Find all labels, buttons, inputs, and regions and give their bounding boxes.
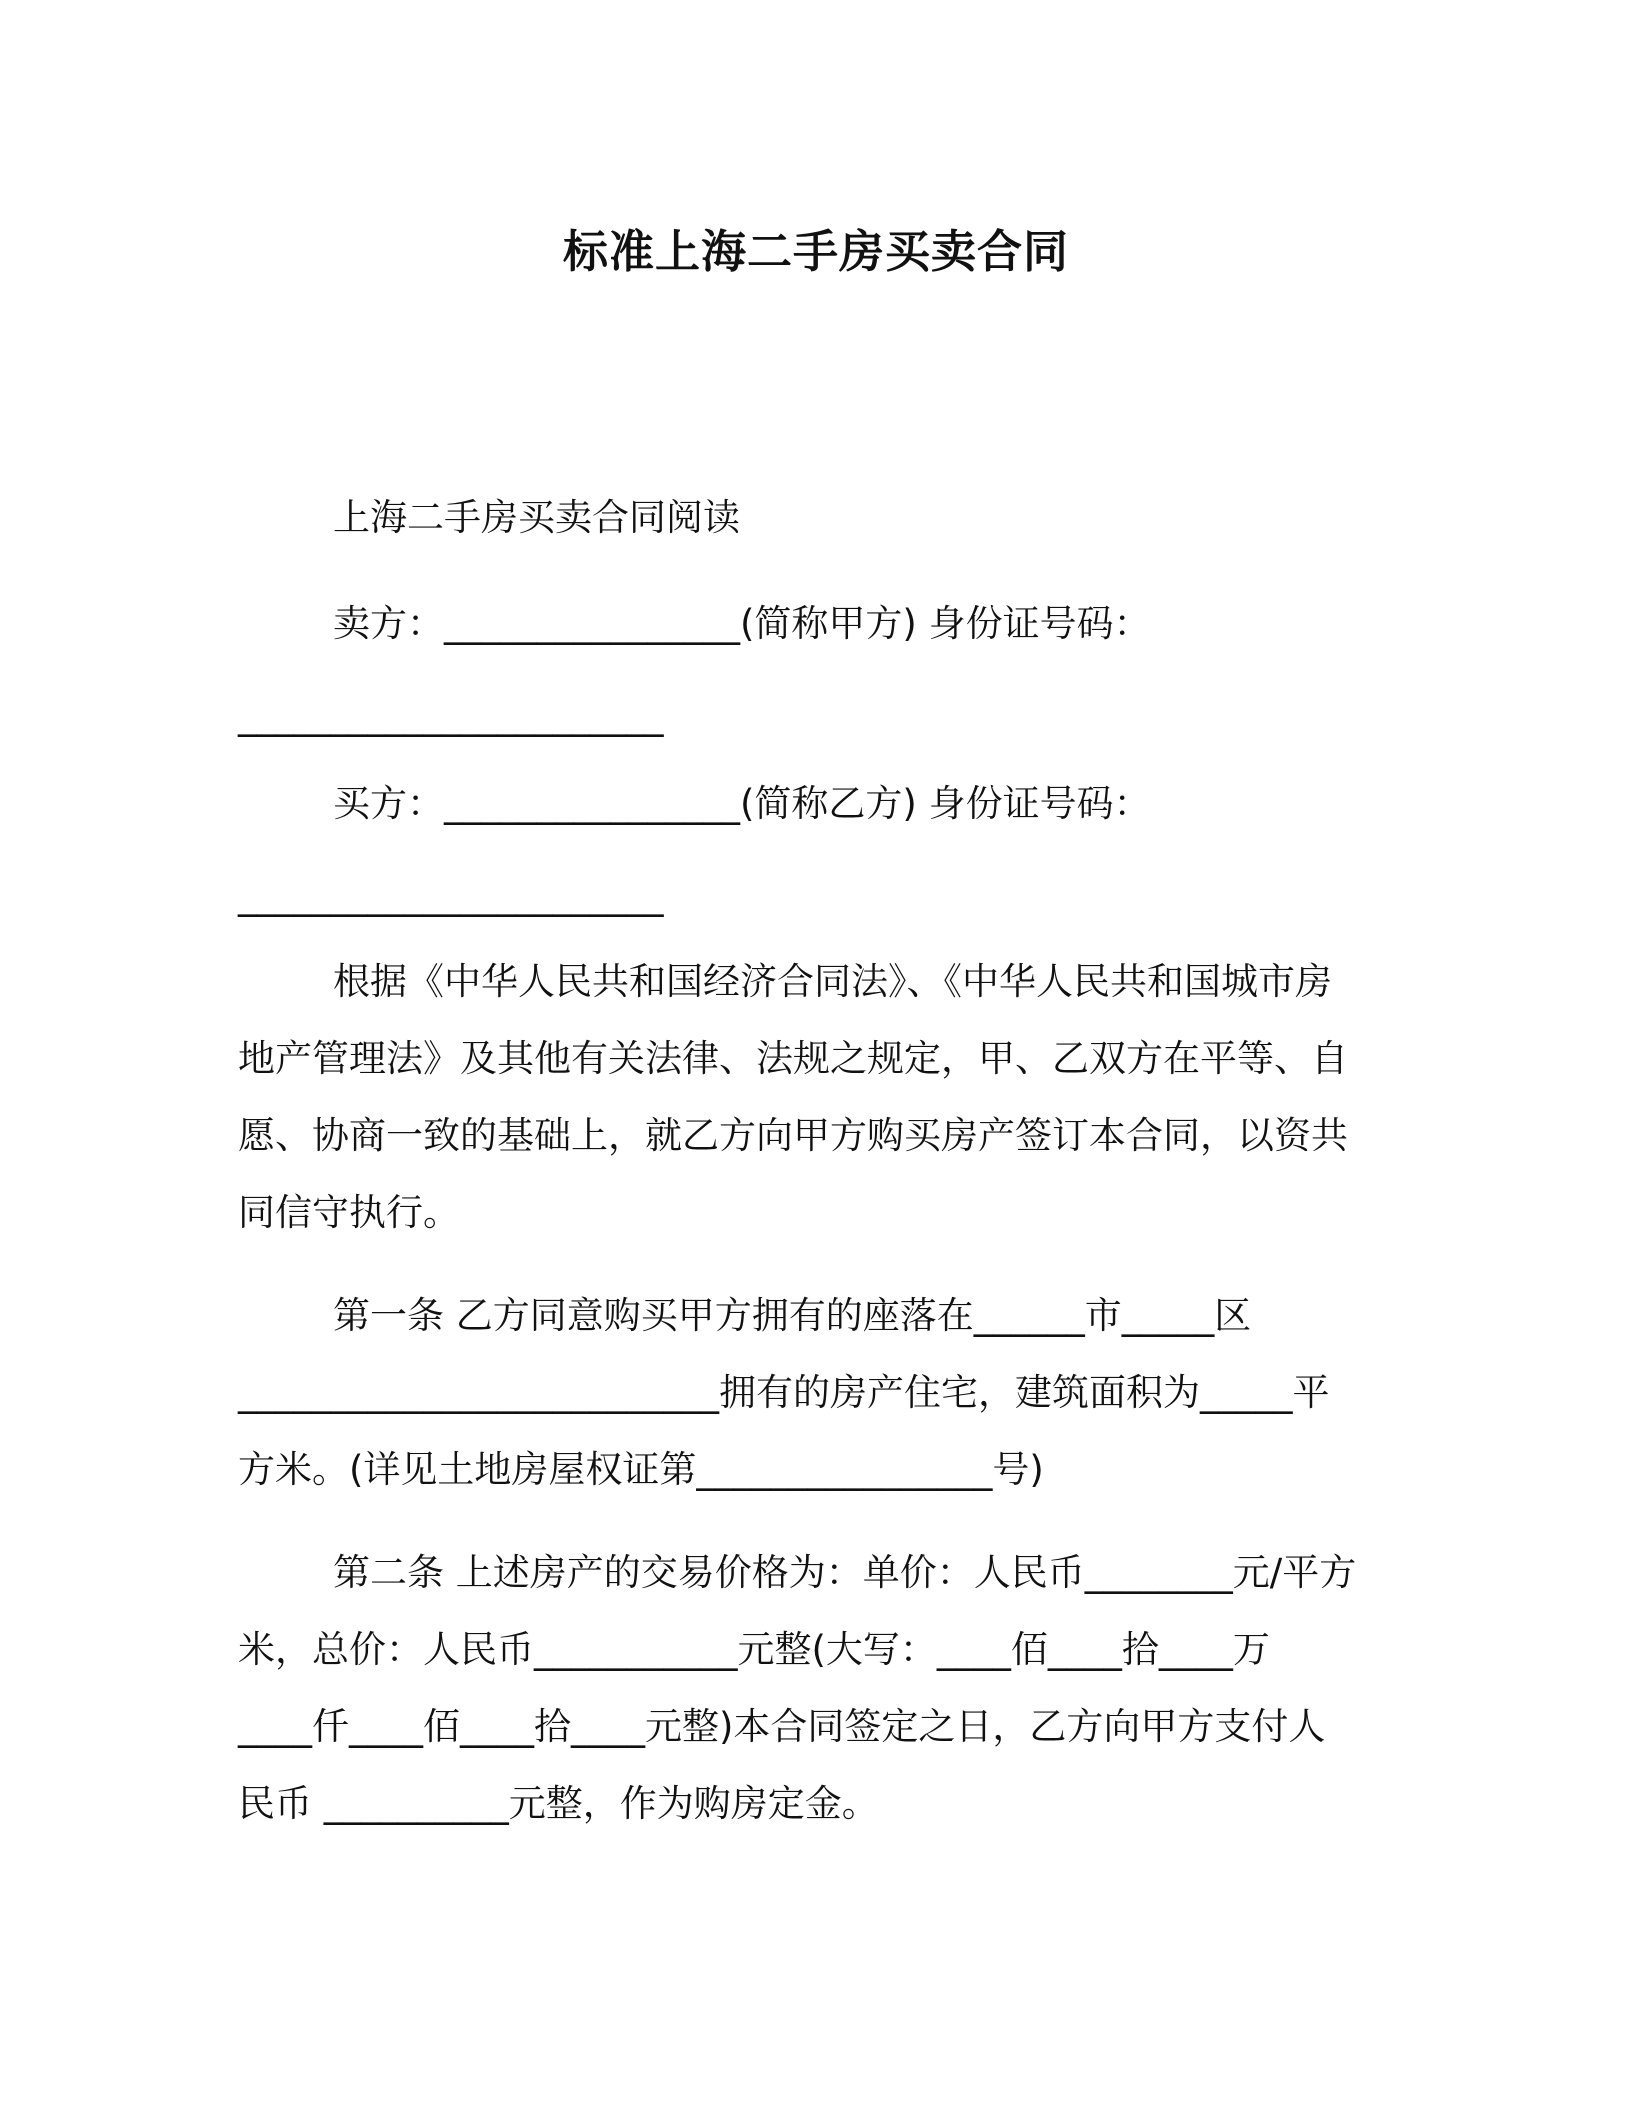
seller-id-blank: _______________________ xyxy=(238,694,664,737)
article-1-line: 第一条 乙方同意购买甲方拥有的座落在______市_____区 xyxy=(333,1294,1252,1337)
preamble-line: 地产管理法》及其他有关法律、法规之规定，甲、乙双方在平等、自 xyxy=(238,1037,1348,1080)
article-2-line: 民币 __________元整，作为购房定金。 xyxy=(238,1782,879,1825)
buyer-id-blank: _______________________ xyxy=(238,874,664,917)
article-1-line: __________________________拥有的房产住宅，建筑面积为_____平 xyxy=(238,1371,1330,1414)
seller-line: 卖方：________________(简称甲方) 身份证号码： xyxy=(333,602,1151,645)
preamble-line: 愿、协商一致的基础上，就乙方向甲方购买房产签订本合同，以资共 xyxy=(238,1114,1348,1157)
buyer-line: 买方：________________(简称乙方) 身份证号码： xyxy=(333,782,1151,825)
article-2-line: 第二条 上述房产的交易价格为：单价：人民币________元/平方 xyxy=(333,1551,1357,1594)
document-title: 标准上海二手房买卖合同 xyxy=(562,225,1069,278)
article-1-line: 方米。(详见土地房屋权证第________________号) xyxy=(238,1448,1044,1491)
document-subtitle: 上海二手房买卖合同阅读 xyxy=(333,496,740,539)
article-2-line: 米，总价：人民币___________元整(大写：____佰____拾____万 xyxy=(238,1628,1270,1671)
preamble-line: 同信守执行。 xyxy=(238,1191,460,1234)
preamble-line: 根据《中华人民共和国经济合同法》、《中华人民共和国城市房 xyxy=(333,960,1332,1003)
article-2-line: ____仟____佰____拾____元整)本合同签定之日，乙方向甲方支付人 xyxy=(238,1705,1326,1748)
